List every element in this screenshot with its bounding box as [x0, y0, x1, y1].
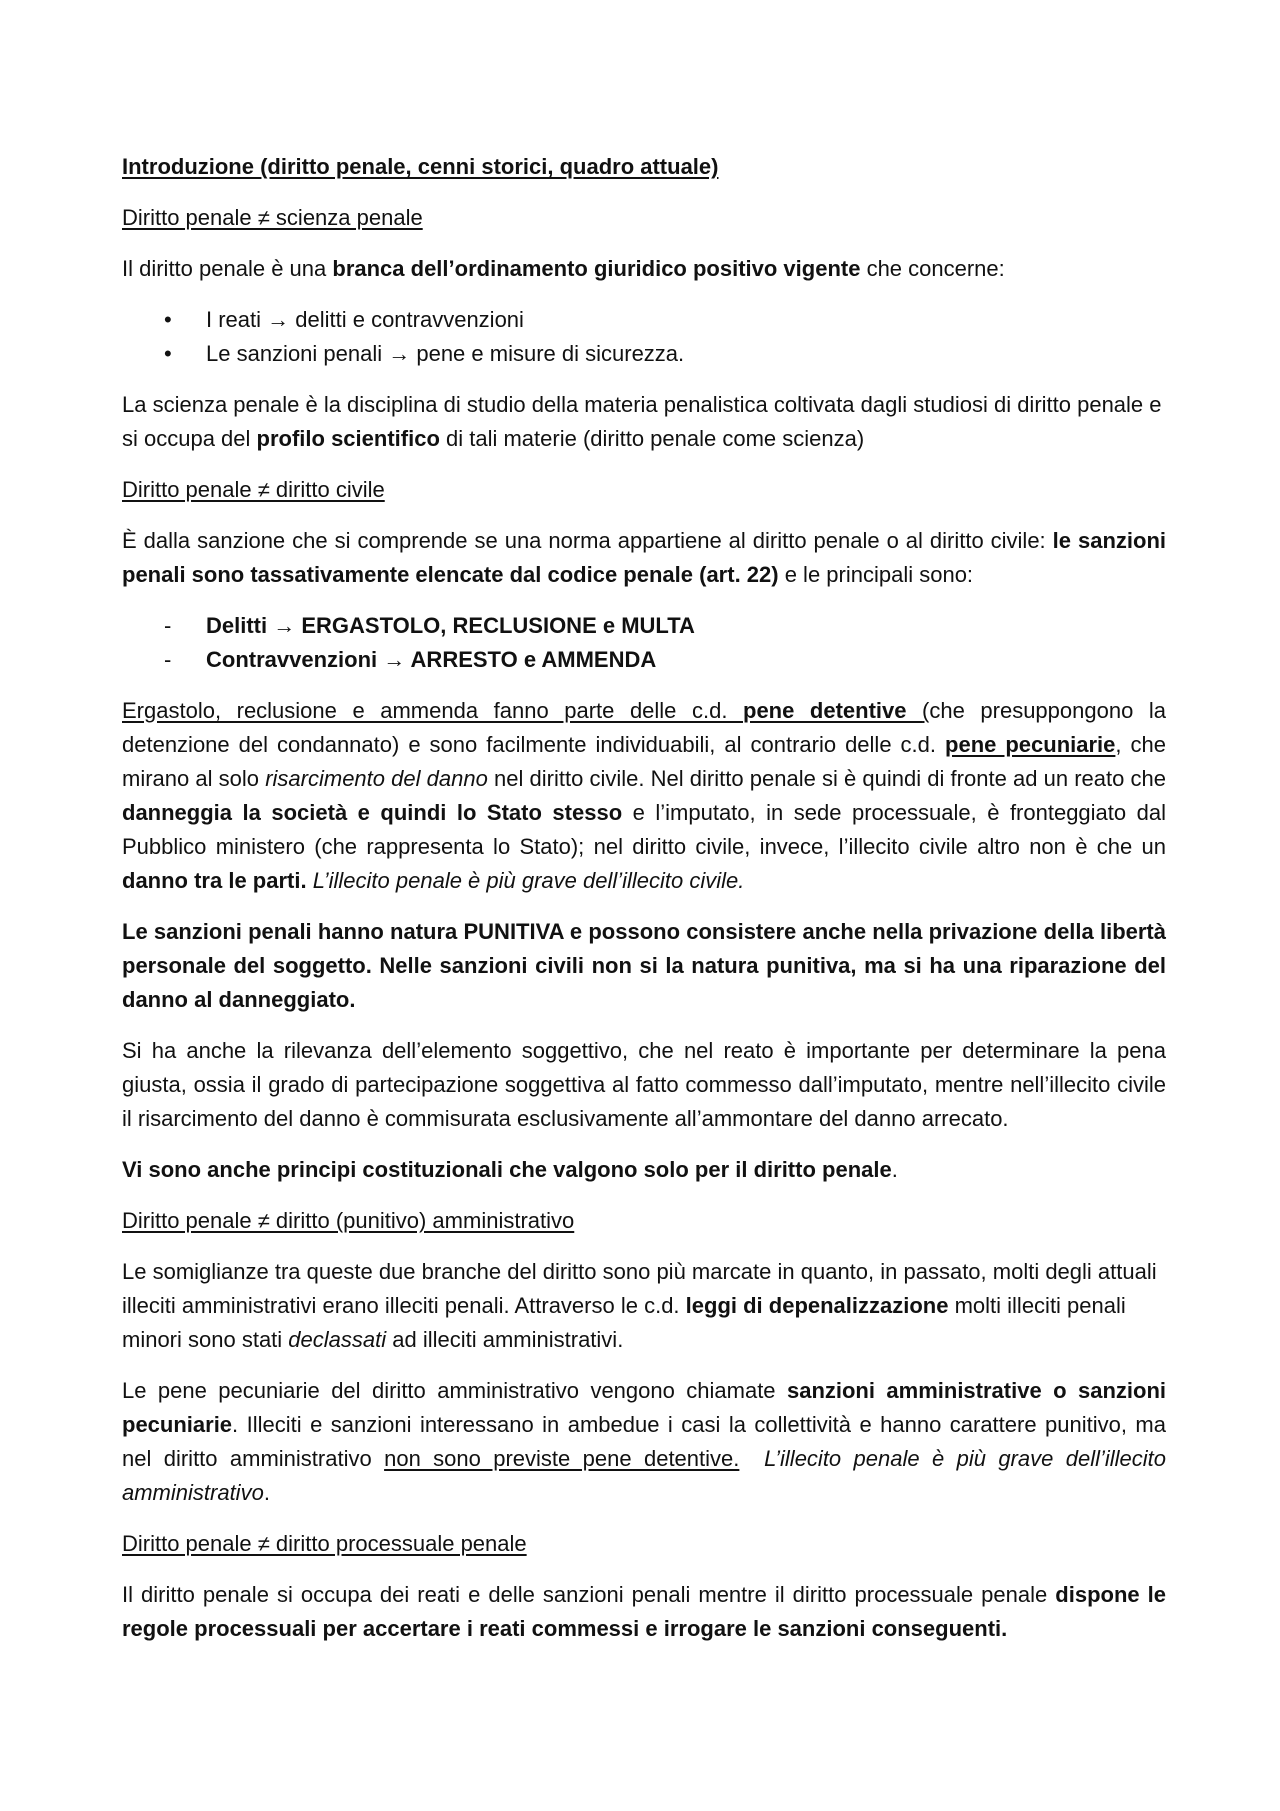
paragraph-elemento-soggettivo: Si ha anche la rilevanza dell’elemento soggettivo, che nel reato è importante per determinare la pena giusta, ossia il grado di partecipazione soggettiva al fatto commesso dall’imputato, mentre nell’illecito civile il risarcimento del danno è commisurata esclusivamente all’ammontare del danno arrecato.	[122, 1038, 1166, 1131]
document-title: Introduzione (diritto penale, cenni storici, quadro attuale)	[122, 154, 719, 179]
paragraph-definizione: Il diritto penale è una branca dell’ordinamento giuridico positivo vigente che concerne:	[122, 256, 1005, 281]
section-heading-diritto-processuale: Diritto penale ≠ diritto processuale penale	[122, 1531, 527, 1556]
section-heading-diritto-amministrativo: Diritto penale ≠ diritto (punitivo) amministrativo	[122, 1208, 575, 1233]
document-page	[122, 150, 1166, 1663]
dash-icon: -	[164, 647, 172, 672]
paragraph-principi-costituzionali: Vi sono anche principi costituzionali che valgono solo per il diritto penale.	[122, 1157, 898, 1182]
bullet-list	[122, 303, 1166, 371]
paragraph-sanzioni-amministrative: Le pene pecuniarie del diritto amministrativo vengono chiamate sanzioni amministrative o sanzioni pecuniarie. Illeciti e sanzioni interessano in ambedue i casi la collettività e hanno carattere punitivo, ma nel diritto amministrativo non sono previste pene detentive. L’illecito penale è più grave dell’illecito amministrativo.	[122, 1378, 1166, 1505]
list-item: - Contravvenzioni → ARRESTO e AMMENDA	[122, 643, 1166, 677]
list-item: - Delitti → ERGASTOLO, RECLUSIONE e MULTA	[122, 609, 1166, 643]
paragraph-sanzione: È dalla sanzione che si comprende se una norma appartiene al diritto penale o al diritto civile: le sanzioni penali sono tassativamente elencate dal codice penale (art. 22) e le principali sono:	[122, 528, 1166, 587]
paragraph-scienza-penale: La scienza penale è la disciplina di studio della materia penalistica coltivata dagli studiosi di diritto penale e si occupa del profilo scientifico di tali materie (diritto penale come scienza)	[122, 392, 1162, 451]
list-item: • Le sanzioni penali → pene e misure di sicurezza.	[122, 337, 1166, 371]
paragraph-natura-punitiva: Le sanzioni penali hanno natura PUNITIVA e possono consistere anche nella privazione della libertà personale del soggetto. Nelle sanzioni civili non si la natura punitiva, ma si ha una riparazione del danno al danneggiato.	[122, 919, 1166, 1012]
paragraph-depenalizzazione: Le somiglianze tra queste due branche del diritto sono più marcate in quanto, in passato, molti degli attuali illeciti amministrativi erano illeciti penali. Attraverso le c.d. leggi di depenalizzazione molti illeciti penali minori sono stati declassati ad illeciti amministrativi.	[122, 1259, 1157, 1352]
bullet-icon: •	[164, 307, 172, 332]
section-heading-diritto-civile: Diritto penale ≠ diritto civile	[122, 477, 385, 502]
dash-icon: -	[164, 613, 172, 638]
list-item: • I reati → delitti e contravvenzioni	[122, 303, 1166, 337]
bullet-icon: •	[164, 341, 172, 366]
dash-list	[122, 609, 1166, 677]
paragraph-pene-detentive: Ergastolo, reclusione e ammenda fanno parte delle c.d. pene detentive (che presuppongono la detenzione del condannato) e sono facilmente individuabili, al contrario delle c.d. pene pecuniarie, che mirano al solo risarcimento del danno nel diritto civile. Nel diritto penale si è quindi di fronte ad un reato che danneggia la società e quindi lo Stato stesso e l’imputato, in sede processuale, è fronteggiato dal Pubblico ministero (che rappresenta lo Stato); nel diritto civile, invece, l’illecito civile altro non è che un danno tra le parti. L’illecito penale è più grave dell’illecito civile.	[122, 698, 1166, 893]
paragraph-processuale: Il diritto penale si occupa dei reati e delle sanzioni penali mentre il diritto processuale penale dispone le regole processuali per accertare i reati commessi e irrogare le sanzioni conseguenti.	[122, 1582, 1166, 1641]
section-heading-scienza-penale: Diritto penale ≠ scienza penale	[122, 205, 423, 230]
